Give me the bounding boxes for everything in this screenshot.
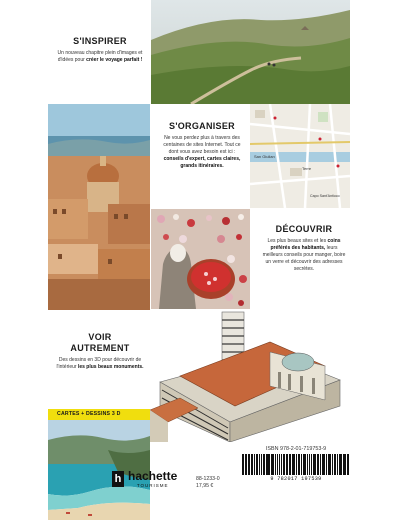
- barcode-bar: [277, 454, 279, 475]
- body-text: Ne vous perdez plus à travers des centaines de sites Internet. Tout ce dont vous avez besoin est ici :: [163, 135, 241, 155]
- product-code: 88-1233-0: [196, 476, 220, 482]
- barcode-bar: [303, 454, 304, 475]
- publisher-logo: [112, 470, 177, 488]
- body-bold: les plus beaux monuments.: [77, 364, 144, 370]
- barcode-bar: [332, 454, 333, 475]
- barcode-bar: [307, 454, 309, 475]
- barcode-bar: [294, 454, 295, 475]
- price: 17,95 €: [196, 483, 214, 489]
- feature-stripe: [48, 409, 150, 420]
- body-text: leurs meilleurs conseils pour manger, boire un verre et découvrir des adresses secrètes.: [262, 245, 346, 272]
- cathedral-3d-drawing: [150, 310, 350, 442]
- isbn-label: ISBN 978-2-01-719753-9: [265, 446, 327, 452]
- body-text: Les plus beaux sites et les: [267, 238, 327, 244]
- barcode-bar: [344, 454, 346, 475]
- barcode-bar: [261, 454, 262, 475]
- body-bold: conseils d'expert, cartes claires, grands itinéraires.: [163, 156, 241, 169]
- map-label: Terre: [302, 166, 312, 171]
- barcode-bar: [298, 454, 301, 475]
- barcode-bar: [290, 454, 291, 475]
- barcode-bar: [314, 454, 316, 475]
- stripe-label: CARTES + DESSINS 3 D: [57, 411, 121, 417]
- barcode-bar: [281, 454, 282, 475]
- body-bold: créer le voyage parfait !: [86, 57, 143, 63]
- publisher-name: hachette: [128, 469, 178, 483]
- barcode-bar: [323, 454, 325, 475]
- barcode-bar: [320, 454, 321, 475]
- barcode-bar: [273, 454, 274, 475]
- section-body: [56, 50, 144, 64]
- barcode-bar: [248, 454, 249, 475]
- city-map: [250, 104, 350, 208]
- section-body: [52, 357, 148, 371]
- body-text: Un nouveau chapitre plein d'images et d'idées pour: [57, 50, 143, 63]
- barcode-bar: [328, 454, 329, 475]
- barcode-bar: [286, 454, 288, 475]
- barcode-bar: [269, 454, 270, 475]
- barcode: [242, 454, 350, 475]
- section-title: S'ORGANISER: [169, 121, 235, 131]
- publisher-mark: h: [112, 471, 124, 487]
- section-organiser: [158, 121, 246, 170]
- section-body: [158, 135, 246, 170]
- barcode-bar: [243, 454, 244, 475]
- barcode-bar: [337, 454, 338, 475]
- section-inspirer: [56, 36, 144, 64]
- isbn-block: [242, 446, 350, 482]
- publisher-imprint: TOURISME: [136, 483, 169, 488]
- body-bold: coins préférés des habitants,: [270, 238, 341, 251]
- barcode-bar: [264, 454, 265, 475]
- cityscape-photo: [48, 104, 150, 310]
- petals-photo: [151, 209, 250, 309]
- price-block: [196, 476, 220, 490]
- section-title: VOIR: [88, 332, 112, 342]
- barcode-bar: [340, 454, 342, 475]
- section-title: AUTREMENT: [70, 343, 130, 353]
- map-label: Capo Sant'Antioco: [310, 194, 340, 198]
- section-body: [262, 238, 346, 273]
- section-title: DÉCOUVRIR: [275, 224, 333, 234]
- barcode-bar: [311, 454, 312, 475]
- barcode-bar: [251, 454, 254, 475]
- barcode-bar: [348, 454, 349, 475]
- barcode-bar: [256, 454, 258, 475]
- body-text: Des dessins en 3D pour découvrir de l'intérieur: [56, 357, 142, 370]
- landscape-photo: [151, 0, 350, 104]
- map-label: San Giulian: [254, 154, 275, 159]
- section-decouvrir: [262, 224, 346, 273]
- section-voir-autrement: [52, 332, 148, 371]
- barcode-digits: 9 782017 197539: [270, 476, 322, 482]
- section-title: S'INSPIRER: [73, 36, 127, 46]
